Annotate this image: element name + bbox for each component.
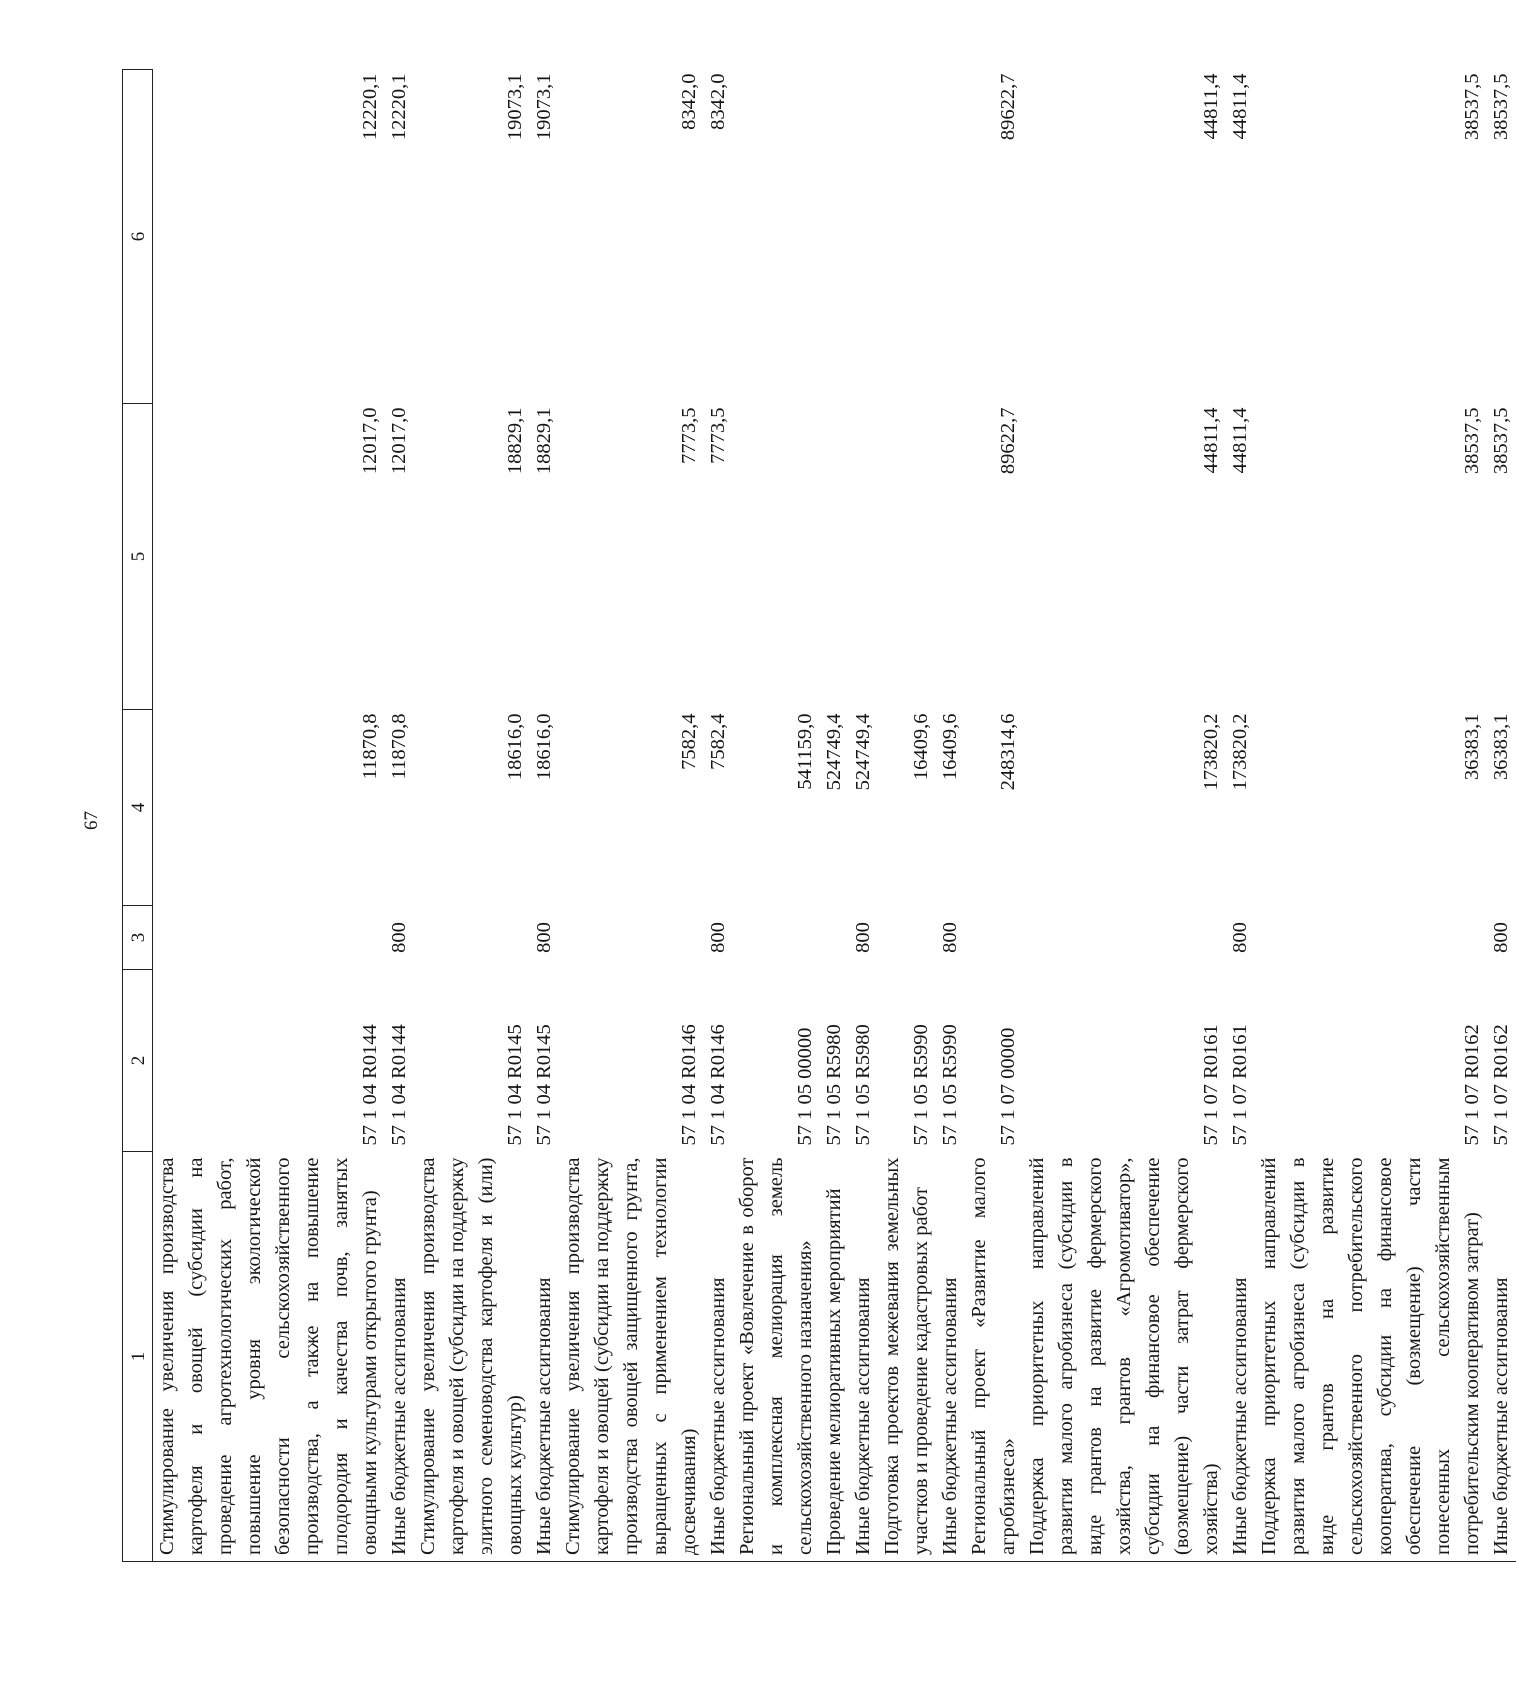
row-value-col-5: 89622,7 <box>997 407 1019 475</box>
row-value-col-4: 541159,0 <box>794 713 816 790</box>
row-value-col-5: 18829,1 <box>533 407 555 475</box>
table-row <box>530 70 559 1562</box>
page-number: 67 <box>81 811 102 830</box>
table-row <box>559 70 704 1562</box>
table-row <box>1255 70 1487 1562</box>
row-value-col-5: 7773,5 <box>678 407 700 464</box>
row-name: Стимулирование увеличения производства картофеля и овощей (субсидии на поддержку производства овощей защищенного грунта, выращенных с применением технологии досвечивания) <box>559 1152 704 1562</box>
row-expense-type: 800 <box>533 922 555 953</box>
row-expense-type: 800 <box>852 922 874 953</box>
row-value-col-4: 36383,1 <box>1490 713 1512 781</box>
table-row <box>878 70 936 1562</box>
row-code: 57 1 04 R0145 <box>504 1024 526 1146</box>
row-value-col-6: 19073,1 <box>504 73 526 141</box>
row-value-col-5: 18829,1 <box>504 407 526 475</box>
row-name: Иные бюджетные ассигнования <box>936 1152 965 1562</box>
row-code: 57 1 07 R0161 <box>1229 1024 1251 1146</box>
table-row <box>704 70 733 1562</box>
row-code: 57 1 05 00000 <box>794 1027 816 1146</box>
row-code: 57 1 05 R5990 <box>910 1024 932 1146</box>
row-value-col-6: 38537,5 <box>1461 73 1483 141</box>
row-value-col-5: 38537,5 <box>1490 407 1512 475</box>
row-value-col-5: 7773,5 <box>707 407 729 464</box>
row-expense-type <box>414 906 530 970</box>
row-expense-type: 800 <box>707 922 729 953</box>
row-value-col-5: 12017,0 <box>359 407 381 475</box>
row-name: Проведение мелиоративных мероприятий <box>820 1152 849 1562</box>
row-name: Иные бюджетные ассигнования <box>1226 1152 1255 1562</box>
row-name: Иные бюджетные ассигнования <box>849 1152 878 1562</box>
row-value-col-6 <box>849 70 878 404</box>
header-col-3: 3 <box>123 906 153 970</box>
table-row <box>936 70 965 1562</box>
table-row <box>820 70 849 1562</box>
table-row <box>1023 70 1226 1562</box>
row-name: Иные бюджетные ассигнования <box>530 1152 559 1562</box>
row-value-col-6: 89622,7 <box>997 73 1019 141</box>
row-expense-type <box>733 906 820 970</box>
row-name: Региональный проект «Вовлечение в оборот и комплексная мелиорация земель сельскохозяйственного назначения» <box>733 1152 820 1562</box>
document-body <box>122 70 1512 1562</box>
row-code: 57 1 05 R5990 <box>939 1024 961 1146</box>
row-expense-type <box>153 906 386 970</box>
budget-table <box>122 69 1516 1562</box>
row-name: Стимулирование увеличения производства картофеля и овощей (субсидии на проведение агротехнологических работ, повышение уровня экологической безопасности сельскохозяйственного производства, а также на повышение плодородия и качества почв, занятых овощными культурами открытого грунта) <box>153 1152 386 1562</box>
row-value-col-4: 18616,0 <box>533 713 555 781</box>
row-value-col-6 <box>878 70 936 404</box>
row-value-col-4: 173820,2 <box>1200 713 1222 791</box>
row-code: 57 1 04 R0144 <box>388 1024 410 1146</box>
row-value-col-6 <box>820 70 849 404</box>
row-code: 57 1 04 R0144 <box>359 1024 381 1146</box>
row-value-col-6: 44811,4 <box>1200 73 1222 140</box>
row-value-col-4: 7582,4 <box>707 713 729 770</box>
row-code: 57 1 04 R0146 <box>707 1024 729 1146</box>
row-name: Иные бюджетные ассигнования <box>1487 1152 1516 1562</box>
row-value-col-5: 44811,4 <box>1229 407 1251 474</box>
row-code: 57 1 07 R0162 <box>1490 1024 1512 1146</box>
row-expense-type <box>1023 906 1226 970</box>
row-name: Стимулирование увеличения производства картофеля и овощей (субсидии на поддержку элитного семеноводства картофеля и (или) овощных культур) <box>414 1152 530 1562</box>
row-value-col-5 <box>849 404 878 710</box>
row-value-col-4: 248314,6 <box>997 713 1019 791</box>
row-value-col-6: 12220,1 <box>388 73 410 141</box>
row-value-col-5 <box>820 404 849 710</box>
row-expense-type <box>1255 906 1487 970</box>
row-value-col-4: 524749,4 <box>823 713 845 791</box>
row-value-col-4: 18616,0 <box>504 713 526 781</box>
header-col-6: 6 <box>123 70 153 404</box>
row-name: Иные бюджетные ассигнования <box>704 1152 733 1562</box>
header-col-5: 5 <box>123 404 153 710</box>
row-value-col-4: 524749,4 <box>852 713 874 791</box>
header-col-2: 2 <box>123 970 153 1152</box>
row-expense-type <box>820 906 849 970</box>
table-row <box>385 70 414 1562</box>
row-expense-type: 800 <box>1229 922 1251 953</box>
row-name: Подготовка проектов межевания земельных участков и проведение кадастровых работ <box>878 1152 936 1562</box>
row-value-col-6: 38537,5 <box>1490 73 1512 141</box>
row-code: 57 1 07 R0161 <box>1200 1024 1222 1146</box>
row-expense-type <box>965 906 1023 970</box>
row-value-col-5 <box>878 404 936 710</box>
table-row <box>849 70 878 1562</box>
row-value-col-6 <box>936 70 965 404</box>
row-name: Иные бюджетные ассигнования <box>385 1152 414 1562</box>
row-code: 57 1 05 R5980 <box>823 1024 845 1146</box>
row-value-col-5: 12017,0 <box>388 407 410 475</box>
row-value-col-4: 36383,1 <box>1461 713 1483 781</box>
row-code: 57 1 04 R0146 <box>678 1024 700 1146</box>
row-value-col-4: 11870,8 <box>388 713 410 780</box>
row-expense-type: 800 <box>388 922 410 953</box>
row-value-col-4: 173820,2 <box>1229 713 1251 791</box>
row-value-col-5: 38537,5 <box>1461 407 1483 475</box>
table-row <box>965 70 1023 1562</box>
row-code: 57 1 07 R0162 <box>1461 1024 1483 1146</box>
row-value-col-5 <box>733 404 820 710</box>
table-header-row <box>123 70 153 1562</box>
row-name: Региональный проект «Развитие малого агробизнеса» <box>965 1152 1023 1562</box>
row-value-col-5 <box>936 404 965 710</box>
header-col-1: 1 <box>123 1152 153 1562</box>
row-value-col-6: 8342,0 <box>707 73 729 130</box>
table-row <box>414 70 530 1562</box>
row-value-col-4: 7582,4 <box>678 713 700 770</box>
row-value-col-6 <box>733 70 820 404</box>
row-value-col-4: 16409,6 <box>939 713 961 781</box>
row-expense-type <box>559 906 704 970</box>
header-col-4: 4 <box>123 710 153 906</box>
row-expense-type: 800 <box>939 922 961 953</box>
row-expense-type: 800 <box>1490 922 1512 953</box>
table-row <box>153 70 386 1562</box>
row-code: 57 1 07 00000 <box>997 1027 1019 1146</box>
row-value-col-6: 8342,0 <box>678 73 700 130</box>
row-value-col-5: 44811,4 <box>1200 407 1222 474</box>
table-row <box>733 70 820 1562</box>
row-name: Поддержка приоритетных направлений развития малого агробизнеса (субсидии в виде грантов на развитие фермерского хозяйства, грантов «Агромотиватор», субсидии на финансовое обеспечение (возмещение) части затрат фермерского хозяйства) <box>1023 1152 1226 1562</box>
table-row <box>1226 70 1255 1562</box>
row-value-col-4: 16409,6 <box>910 713 932 781</box>
table-row <box>1487 70 1516 1562</box>
row-name: Поддержка приоритетных направлений развития малого агробизнеса (субсидии в виде грантов на развитие сельскохозяйственного потребительского кооператива, субсидии на финансовое обеспечение (возмещение) части понесенных сельскохозяйственным потребительским кооперативом затрат) <box>1255 1152 1487 1562</box>
row-value-col-6: 44811,4 <box>1229 73 1251 140</box>
row-value-col-6: 12220,1 <box>359 73 381 141</box>
table-body <box>153 70 1516 1562</box>
row-code: 57 1 04 R0145 <box>533 1024 555 1146</box>
row-expense-type <box>878 906 936 970</box>
row-value-col-4: 11870,8 <box>359 713 381 780</box>
row-code: 57 1 05 R5980 <box>852 1024 874 1146</box>
row-value-col-6: 19073,1 <box>533 73 555 141</box>
